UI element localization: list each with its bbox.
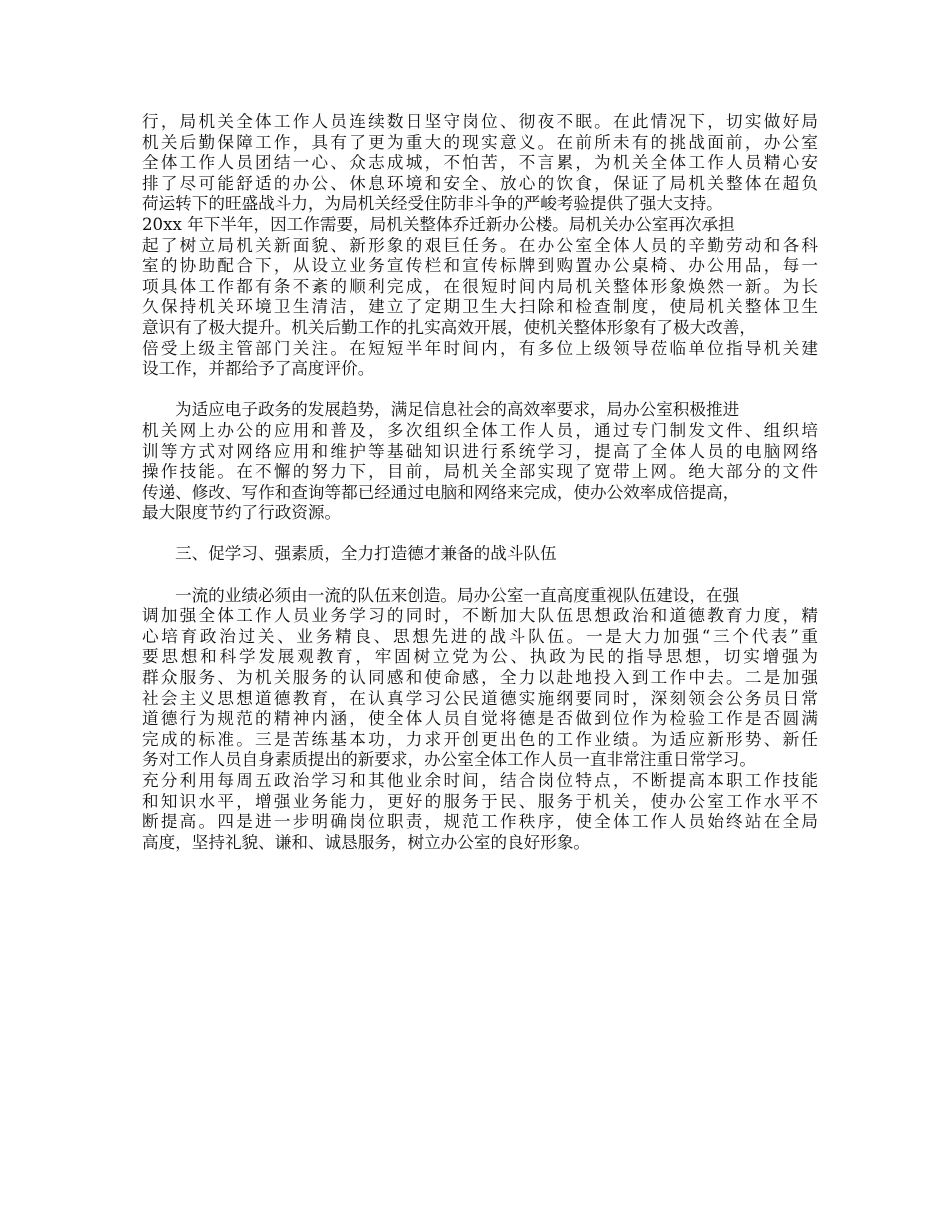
text-line: 传递、修改、写作和查询等都已经通过电脑和网络来完成，使办公效率成倍提高， (142, 482, 740, 502)
text-line: 群众服务、为机关服务的认同感和使命感，全力以赴地投入到工作中去。二是加强 (142, 668, 818, 688)
text-line: 训等方式对网络应用和维护等基础知识进行系统学习，提高了全体人员的电脑网络 (142, 441, 818, 461)
text-line: 务对工作人员自身素质提出的新要求，办公室全体工作人员一直非常注重日常学习。 (142, 750, 756, 770)
text-line: 20xx 年下半年，因工作需要，局机关整体乔迁新办公楼。局机关办公室再次承担 (142, 214, 735, 234)
text-line: 断提高。四是进一步明确岗位职责，规范工作秩序，使全体工作人员始终站在全局 (142, 812, 818, 832)
text-line: 荷运转下的旺盛战斗力，为局机关经受住防非斗争的严峻考验提供了强大支持。 (142, 194, 723, 214)
text-line: 起了树立局机关新面貌、新形象的艰巨任务。在办公室全体人员的辛勤劳动和各科 (142, 235, 818, 255)
text-line: 为适应电子政务的发展趋势，满足信息社会的高效率要求，局办公室积极推进 (175, 400, 740, 420)
text-line: 意识有了极大提升。机关后勤工作的扎实高效开展，使机关整体形象有了极大改善， (142, 317, 756, 337)
text-line: 机关网上办公的应用和普及，多次组织全体工作人员，通过专门制发文件、组织培 (142, 420, 818, 440)
text-line: 社会主义思想道德教育，在认真学习公民道德实施纲要同时，深刻领会公务员日常 (142, 688, 818, 708)
text-line: 和知识水平，增强业务能力，更好的服务于民、服务于机关，使办公室工作水平不 (142, 791, 818, 811)
text-line: 完成的标准。三是苦练基本功，力求开创更出色的工作业绩。为适应新形势、新任 (142, 729, 818, 749)
text-line: 全体工作人员团结一心、众志成城，不怕苦，不言累，为机关全体工作人员精心安 (142, 153, 818, 173)
document-page (142, 112, 818, 853)
paragraph-logistics-support (142, 112, 818, 215)
paragraph-spacer (142, 524, 818, 545)
text-line: 充分利用每周五政治学习和其他业余时间，结合岗位特点，不断提高本职工作技能 (142, 771, 818, 790)
text-line: 机关后勤保障工作，具有了更为重大的现实意义。在前所未有的挑战面前，办公室 (142, 132, 818, 152)
text-line: 高度，坚持礼貌、谦和、诚恳服务，树立办公室的良好形象。 (142, 832, 591, 852)
text-line: 项具体工作都有条不紊的顺利完成，在很短时间内局机关整体形象焕然一新。为长 (142, 276, 818, 296)
paragraph-e-government (142, 400, 818, 524)
text-line: 操作技能。在不懈的努力下，目前，局机关全部实现了宽带上网。绝大部分的文件 (142, 462, 818, 482)
text-line: 调加强全体工作人员业务学习的同时，不断加大队伍思想政治和道德教育力度，精 (142, 606, 818, 626)
text-line: 道德行为规范的精神内涵，使全体人员自觉将德是否做到位作为检验工作是否圆满 (142, 709, 818, 729)
text-line: 一流的业绩必须由一流的队伍来创造。局办公室一直高度重视队伍建设，在强 (175, 585, 740, 605)
text-line: 室的协助配合下，从设立业务宣传栏和宣传标牌到购置办公桌椅、办公用品，每一 (142, 256, 818, 276)
paragraph-spacer (142, 565, 818, 586)
paragraph-office-relocation (142, 215, 818, 380)
paragraph-spacer (142, 380, 818, 401)
section-heading: 三、促学习、强素质，全力打造德才兼备的战斗队伍 (175, 544, 557, 564)
text-line: 排了尽可能舒适的办公、休息环境和安全、放心的饮食，保证了局机关整体在超负 (142, 173, 818, 193)
text-line: 行，局机关全体工作人员连续数日坚守岗位、彻夜不眠。在此情况下，切实做好局 (142, 112, 818, 131)
text-line: 最大限度节约了行政资源。 (142, 503, 342, 523)
text-line: 要思想和科学发展观教育，牢固树立党为公、执政为民的指导思想，切实增强为 (142, 647, 818, 667)
text-line: 设工作，并都给予了高度评价。 (142, 359, 375, 379)
text-line: 倍受上级主管部门关注。在短短半年时间内，有多位上级领导莅临单位指导机关建 (142, 338, 818, 358)
paragraph-team-building (142, 586, 818, 854)
text-line: 心培育政治过关、业务精良、思想先进的战斗队伍。一是大力加强“三个代表”重 (142, 626, 818, 646)
text-line: 久保持机关环境卫生清洁，建立了定期卫生大扫除和检查制度，使局机关整体卫生 (142, 297, 818, 317)
